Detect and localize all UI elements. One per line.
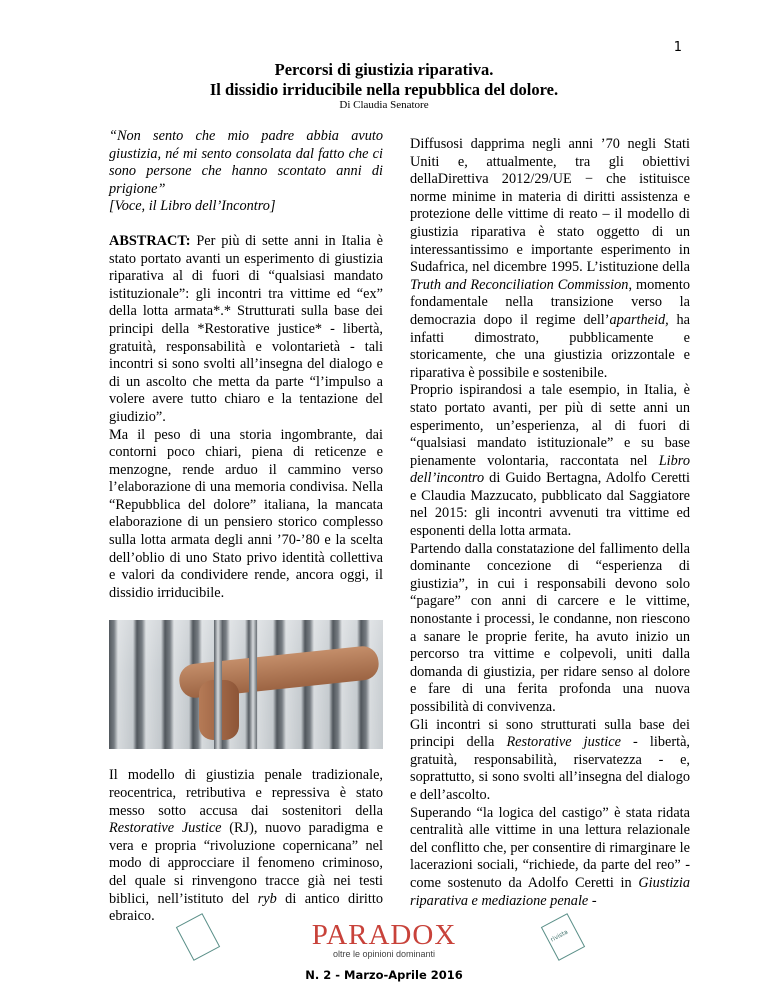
text-span: di Guido Bertagna, Adolfo Ceretti e Claudia Mazzucato, pubblicato dal Saggiatore nel 2015: gli incontri avvenuti tra vittime ed esponenti della lotta armata. (410, 470, 690, 540)
text-span: Diffusosi dapprima negli anni ’70 negli Stati Uniti e, attualmente, tra gli obiettivi dellaDirettiva 2012/29/UE − che istituisce norme minime in materia di diritti assistenza e protezione delle vittime di reato – il modello di giustizia riparativa è stato oggetto di un interessantissimo e importante esperimento in Sudafrica, nel dicembre 1995. L’istituzione della (410, 136, 690, 276)
text-span: di antico diritto ebraico. (109, 890, 383, 925)
text-span: - libertà, gratuità, responsabilità, riservatezza - e, soprattutto, si sono svolti all’insegna del dialogo e dell’ascolto. (410, 734, 690, 803)
paragraph-origins (410, 136, 690, 382)
right-column (410, 136, 690, 910)
epigraph-text: “Non sento che mio padre abbia avuto giustizia, né mi sento consolata dal fatto che ci sono persone che hanno scontato anni di prigione” (109, 128, 383, 197)
italic-term: Restorative Justice (109, 820, 222, 837)
italic-term: Restorative justice (506, 734, 621, 751)
issue-footer: N. 2 - Marzo-Aprile 2016 (305, 968, 463, 982)
italic-term: apartheid, (609, 311, 669, 328)
badge-label: rivista (549, 928, 570, 944)
abstract-paragraph (109, 233, 383, 427)
epigraph (109, 128, 383, 216)
abstract-label: ABSTRACT: (109, 232, 191, 249)
paragraph-castigo (410, 805, 690, 911)
italic-term: Libro dell’incontro (410, 452, 690, 487)
paragraph-principles (410, 717, 690, 805)
italic-term: Giustizia riparativa e mediazione penale (410, 874, 690, 909)
paragraph-traditional-model (109, 767, 383, 925)
author-byline: Di Claudia Senatore (339, 99, 429, 111)
left-column (109, 128, 383, 926)
text-span: Proprio ispirandosi a tale esempio, in Italia, è stato portato avanti, per più di sette anni un esperimento, un’esperienza, al di fuori di “qualsiasi mandato istituzionale” e su base pienamente volontaria, raccontata nel (410, 382, 690, 469)
photo-bar-front (214, 620, 222, 749)
text-span: Superando “la logica del castigo” è stata ridata centralità alle vittime in una lettura relazionale del conflitto che, per consentire di rimarginare le lacerazioni sociali, “richiede, da parte del reo” - come sostenuto da Adolfo Ceretti in (410, 804, 690, 891)
article-title (0, 60, 768, 100)
logo-tagline: oltre le opinioni dominanti (332, 949, 436, 959)
text-span: ha infatti dimostrato, pubblicamente e storicamente, che una giustizia orizzontale e riparativa è possibile e sostenibile. (410, 311, 690, 381)
prison-bars-photo (109, 620, 383, 749)
paragraph-memory: Ma il peso di una storia ingombrante, dai contorni poco chiari, piena di reticenze e menzogne, rende arduo il cammino verso l’elaborazione di una memoria condivisa. Nella “Repubblica del dolore” italiana, la mancata elaborazione di un pensiero storico complesso sulla lotta armata degli anni ’70-’80 e la scelta dell’oblio di uno Stato privo identità collettiva e valori da condividere rende, ancora oggi, il dissidio irriducibile. (109, 426, 383, 601)
photo-bar-front (249, 620, 257, 749)
abstract-text: Per più di sette anni in Italia è stato portato avanti un esperimento di giustizia riparativa al di fuori di “qualsiasi mandato istituzionale”: gli incontri tra vittime ed “ex” della lotta armata*.* Strutturati sulla base dei principi della *Restorative justice* - libertà, gratuità, responsabilità e volontarietà - tali incontri si sono svolti all’insegna del dialogo e di un ascolto che metta da parte “l’impulso a volere avere tutto chiaro e la tentazione del giudizio”. (109, 232, 383, 425)
title-line-2: Il dissidio irriducibile nella repubblica del dolore. (209, 80, 559, 99)
epigraph-source: [Voce, il Libro dell’Incontro] (109, 198, 276, 215)
italic-term: Truth and Reconciliation Commission (410, 276, 629, 293)
text-span: Il modello di giustizia penale tradizionale, reocentrica, retributiva e repressiva è stato messo sotto accusa dai sostenitori della (109, 767, 383, 819)
paragraph-failure: Partendo dalla constatazione del fallimento della dominante concezione di “esperienza di giustizia”, in cui i responsabili devono solo “pagare” con anni di carcere e le vittime, nonostante i processi, le condanne, non riescono a sanare le proprie ferite, ha avuto inizio un percorso tra vittime e colpevoli, uniti dalla domanda di giustizia, per ridare senso al dolore e fare di una ferita profonda una nuova possibilità di convivenza. (410, 540, 690, 715)
logo-wordmark: PARADOX (311, 919, 457, 951)
page-number: 1 (673, 40, 682, 55)
text-span: , momento fondamentale nella transizione verso la democrazia dopo il regime dell’ (410, 276, 690, 328)
text-span: - (588, 892, 597, 909)
paragraph-italy (410, 382, 690, 540)
text-span: (RJ), nuovo paradigma e vera e propria “rivoluzione copernicana” nel modo di approcciare il fenomeno criminoso, del quale si rinvengono tracce già nei testi biblici, nell’istituto del (109, 820, 383, 907)
italic-term: ryb (257, 890, 277, 907)
paradox-logo (0, 919, 768, 959)
title-line-1: Percorsi di giustizia riparativa. (274, 60, 494, 79)
text-span: Gli incontri si sono strutturati sulla base dei principi della (410, 716, 690, 751)
